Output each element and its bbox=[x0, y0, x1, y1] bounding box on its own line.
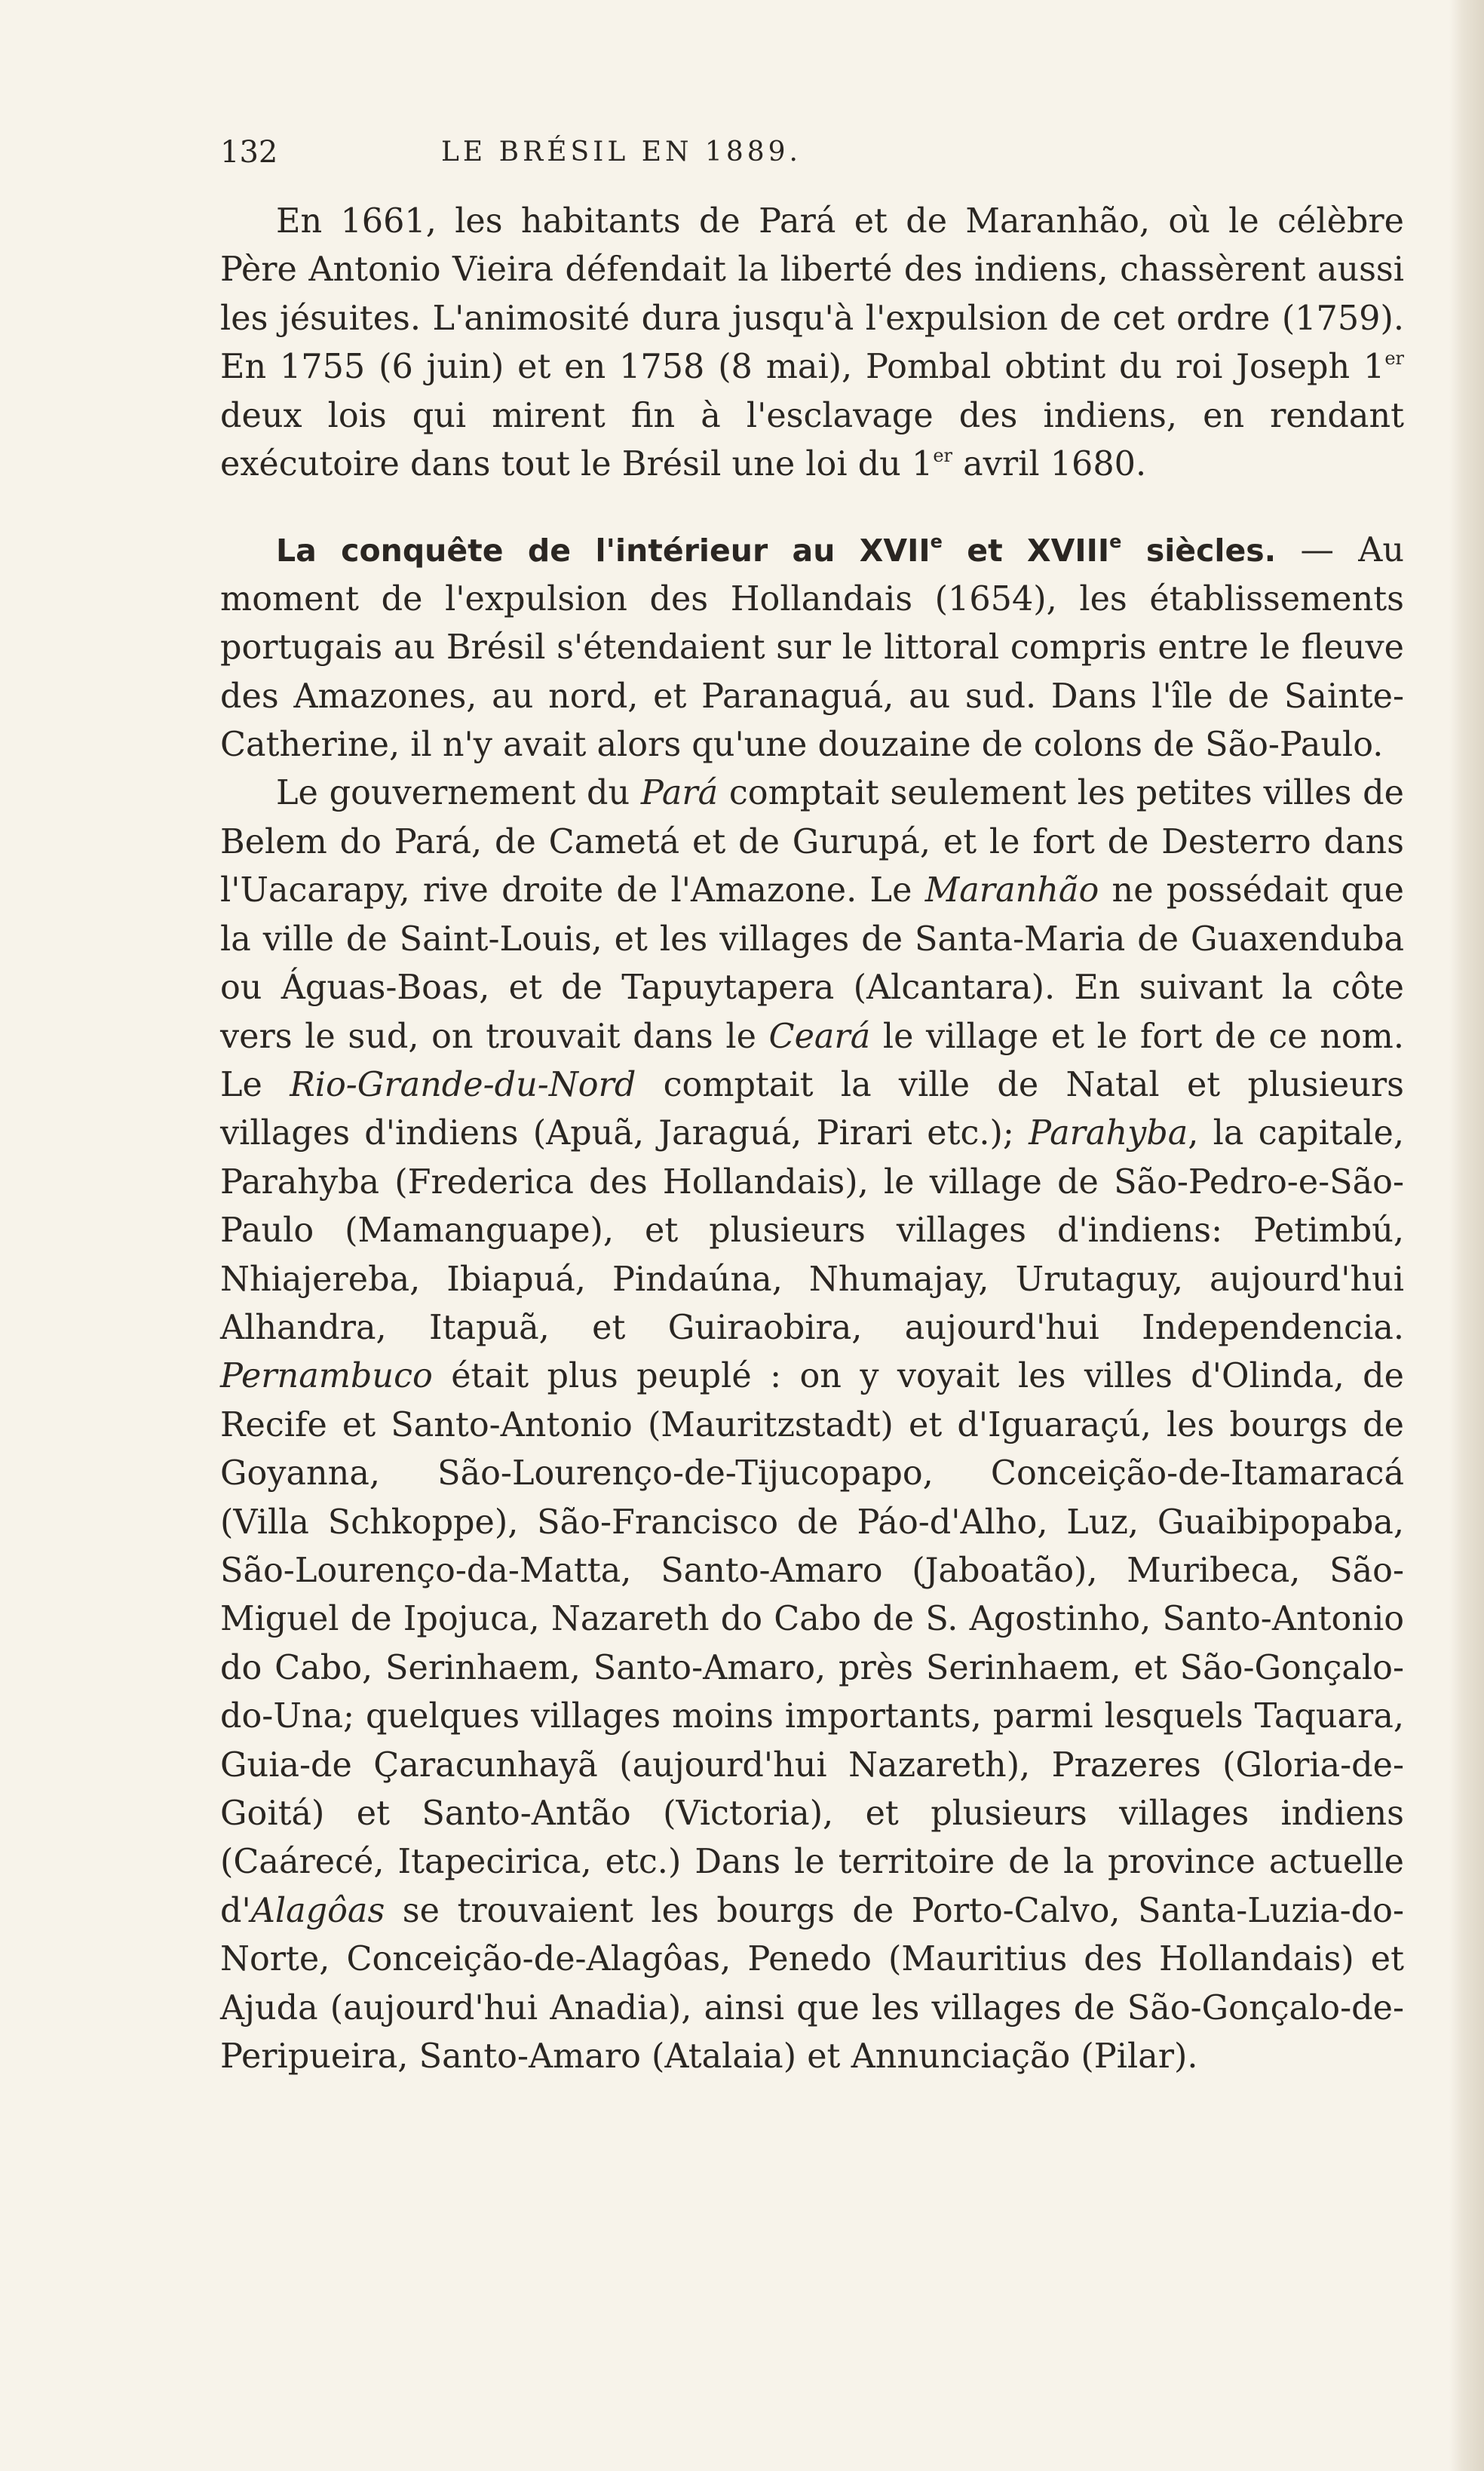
paragraph-conquest: La conquête de l'intérieur au XVIIe et XVIIIe siècles. — Au moment de l'expulsion des Hollandais (1654), les établissements portugais au Brésil s'étendaient sur le littoral compris entre le fleuve des Amazones, au nord, et Paranaguá, au sud. Dans l'île de Sainte-Catherine, il n'y avait alors qu'une douzaine de colons de São-Paulo. bbox=[220, 531, 1405, 765]
paragraph-government: Le gouvernement du Pará comptait seulement les petites villes de Belem do Pará, de Cametá et de Gurupá, et le fort de Desterro dans l'Uacarapy, rive droite de l'Amazone. Le Maranhão ne possédait que la ville de Saint-Louis, et les villages de Santa-Maria de Guaxenduba ou Águas-Boas, et de Tapuytapera (Alcantara). En suivant la côte vers le sud, on trouvait dans le Ceará le village et le fort de ce nom. Le Rio-Grande-du-Nord comptait la ville de Natal et plusieurs villages d'indiens (Apuã, Jaraguá, Pirari etc.); Parahyba, la capitale, Parahyba (Frederica des Hollandais), le village de São-Pedro-e-São-Paulo (Mamanguape), et plusieurs villages d'indiens: Petimbú, Nhiajereba, Ibiapuá, Pindaúna, Nhumajay, Urutaguy, aujourd'hui Alhandra, Itapuã, et Guiraobira, aujourd'hui Independencia. Pernambuco était plus peuplé : on y voyait les villes d'Olinda, de Recife et Santo-Antonio (Mauritzstadt) et d'Iguaraçú, les bourgs de Goyanna, São-Lourenço-de-Tijucopapo, Conceição-de-Itamaracá (Villa Schkoppe), São-Francisco de Páo-d'Alho, Luz, Guaibipopaba, São-Lourenço-da-Matta, Santo-Amaro (Jaboatão), Muribeca, São-Miguel de Ipojuca, Nazareth do Cabo de S. Agostinho, Santo-Antonio do Cabo, Serinhaem, Santo-Amaro, près Serinhaem, et São-Gonçalo-do-Una; quelques villages moins importants, parmi lesquels Taquara, Guia-de Çaracunhayã (aujourd'hui Nazareth), Prazeres (Gloria-de-Goitá) et Santo-Antão (Victoria), et plusieurs villages indiens (Caárecé, Itapecirica, etc.) Dans le territoire de la province actuelle d'Alagôas se trouvaient les bourgs de Porto-Calvo, Santa-Luzia-do-Norte, Conceição-de-Alagôas, Penedo (Mauritius des Hollandais) et Ajuda (aujourd'hui Anadia), ainsi que les villages de São-Gonçalo-de-Peripueira, Santo-Amaro (Atalaia) et Annunciação (Pilar). bbox=[220, 774, 1405, 2077]
page-header bbox=[220, 130, 1023, 175]
section-heading: La conquête de l'intérieur au XVIIe et XVIIIe siècles. bbox=[276, 531, 1277, 569]
running-title: LE BRÉSIL EN 1889. bbox=[441, 137, 802, 167]
body-text bbox=[220, 198, 1404, 2081]
page-edge-shadow bbox=[1449, 0, 1484, 2471]
page-number: 132 bbox=[220, 135, 278, 170]
paragraph-jesuits: En 1661, les habitants de Pará et de Maranhão, où le célèbre Père Antonio Vieira défendait la liberté des indiens, chassèrent aussi les jésuites. L'animosité dura jusqu'à l'expulsion de cet ordre (1759). En 1755 (6 juin) et en 1758 (8 mai), Pombal obtint du roi Joseph 1er deux lois qui mirent fin à l'esclavage des indiens, en rendant exécutoire dans tout le Brésil une loi du 1er avril 1680. bbox=[220, 202, 1404, 484]
